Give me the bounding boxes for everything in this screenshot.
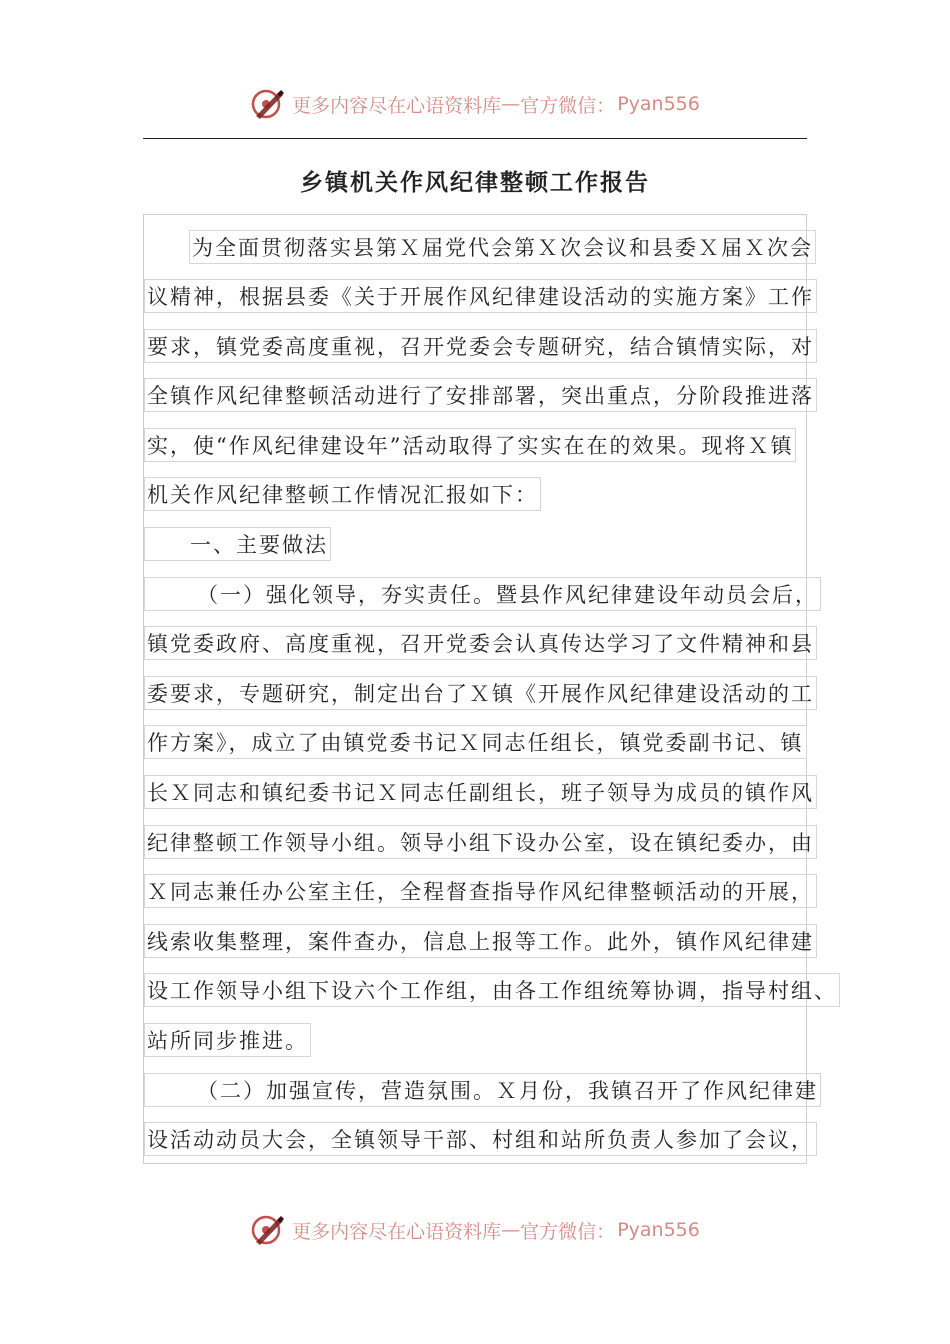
wechat-label: 官方微信： — [520, 94, 616, 117]
section-heading: 一、主要做法 — [144, 527, 331, 561]
text-line: 站所同步推进。 — [144, 1023, 311, 1057]
header-watermark — [0, 86, 950, 122]
text-line: 实，使“作风纪律建设年”活动取得了实实在在的效果。现将Ｘ镇 — [144, 428, 796, 462]
pen-seal-icon — [250, 86, 286, 122]
text-line: 作方案》，成立了由镇党委书记Ｘ同志任组长，镇党委副书记、镇 — [144, 725, 807, 759]
text-line: 长Ｘ同志和镇纪委书记Ｘ同志任副组长，班子领导为成员的镇作风 — [144, 775, 817, 809]
text-line: Ｘ同志兼任办公室主任，全程督查指导作风纪律整顿活动的开展， — [144, 874, 817, 908]
text-line: 设工作领导小组下设六个工作组，由各工作组统筹协调，指导村组、 — [144, 973, 840, 1007]
document-body — [143, 214, 837, 1164]
footer-watermark — [0, 1212, 950, 1248]
brand-dash: — — [501, 1219, 521, 1241]
text-line: 镇党委政府、高度重视，召开党委会认真传达学习了文件精神和县 — [144, 626, 817, 660]
brand-dash: — — [501, 93, 521, 115]
text-line: 委要求，专题研究，制定出台了Ｘ镇《开展作风纪律建设活动的工 — [144, 676, 817, 710]
text-line: （二）加强宣传，营造氛围。Ｘ月份，我镇召开了作风纪律建 — [144, 1073, 821, 1107]
text-line: 纪律整顿工作领导小组。领导小组下设办公室，设在镇纪委办，由 — [144, 825, 817, 859]
text-line: 议精神，根据县委《关于开展作风纪律建设活动的实施方案》工作 — [144, 279, 817, 313]
brand-text: 更多内容尽在心语资料库 — [292, 94, 502, 117]
wechat-id: Pyan556 — [617, 93, 700, 115]
header-divider — [143, 138, 807, 139]
wechat-label: 官方微信： — [520, 1220, 616, 1243]
text-line: 为全面贯彻落实县第Ｘ届党代会第Ｘ次会议和县委Ｘ届Ｘ次会 — [189, 230, 816, 264]
text-line: 全镇作风纪律整顿活动进行了安排部署，突出重点，分阶段推进落 — [144, 378, 817, 412]
pen-seal-icon — [250, 1212, 286, 1248]
text-line: 要求，镇党委高度重视，召开党委会专题研究，结合镇情实际，对 — [144, 329, 817, 363]
text-line: 线索收集整理，案件查办，信息上报等工作。此外，镇作风纪律建 — [144, 924, 817, 958]
wechat-id: Pyan556 — [617, 1219, 700, 1241]
text-line: （一）强化领导，夯实责任。暨县作风纪律建设年动员会后， — [144, 577, 821, 611]
brand-text: 更多内容尽在心语资料库 — [292, 1220, 502, 1243]
text-line: 机关作风纪律整顿工作情况汇报如下： — [144, 477, 541, 511]
document-title: 乡镇机关作风纪律整顿工作报告 — [300, 170, 650, 196]
text-line: 设活动动员大会，全镇领导干部、村组和站所负责人参加了会议， — [144, 1122, 817, 1156]
